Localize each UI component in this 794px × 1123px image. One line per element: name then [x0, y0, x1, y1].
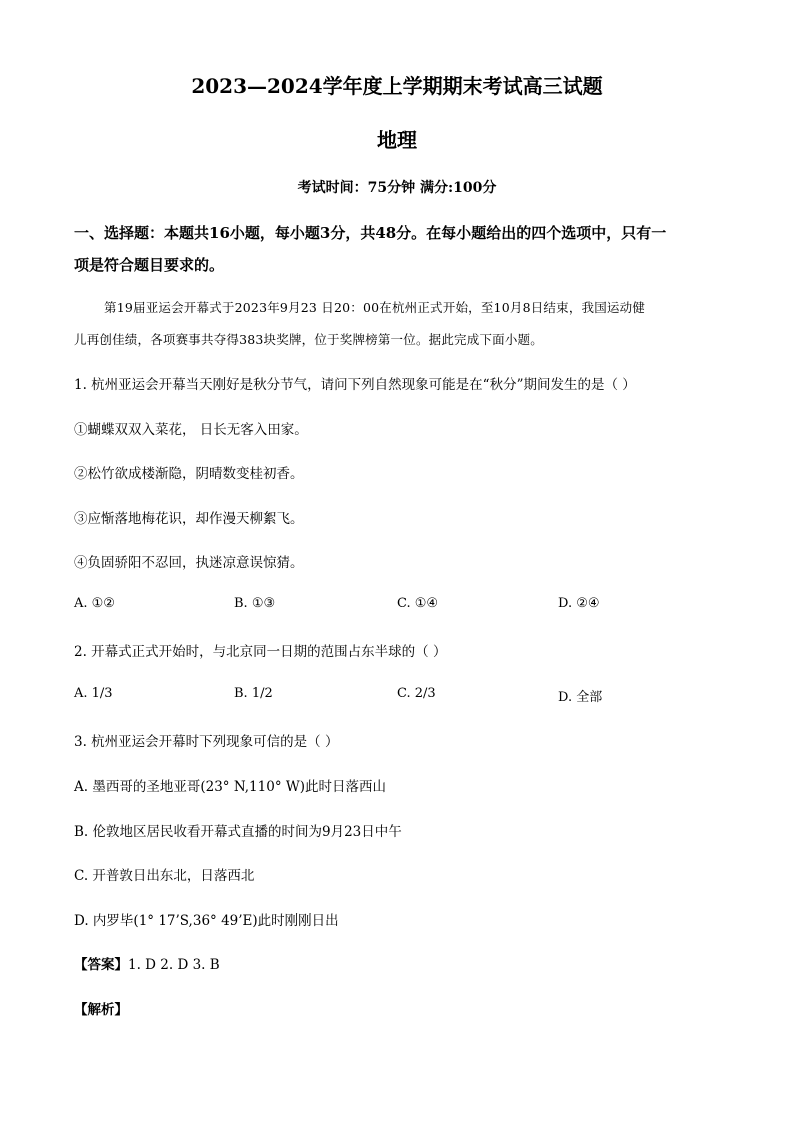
question-2-option-d: D. 全部 — [558, 690, 603, 705]
question-1-item: ④负固骄阳不忍回，执迷凉意误惊猜。 — [74, 555, 304, 571]
question-1-stem: 1. 杭州亚运会开幕当天刚好是秋分节气，请问下列自然现象可能是在“秋分”期间发生的是（ ） — [74, 377, 636, 393]
subject-title: 地理 — [377, 128, 417, 152]
passage-line1: 第19届亚运会开幕式于2023年9月23 日20：00在杭州正式开始，至10月8日结束，我国运动健 — [104, 300, 646, 315]
passage-line2: 儿再创佳绩，各项赛事共夺得383块奖牌，位于奖牌榜第一位。据此完成下面小题。 — [74, 332, 543, 347]
answer-line — [74, 953, 220, 973]
section-heading-line1: 一、选择题：本题共16小题，每小题3分，共48分。在每小题给出的四个选项中，只有一 — [74, 224, 667, 242]
question-3-option-d: D. 内罗毕(1° 17’S,36° 49’E)此时刚刚日出 — [74, 913, 339, 929]
analysis-tag: 【解析】 — [74, 1002, 128, 1018]
question-1-item: ②松竹欲成楼渐隐，阴晴数变桂初香。 — [74, 466, 304, 482]
answer-values: 1. D 2. D 3. B — [128, 957, 220, 973]
exam-info: 考试时间：75分钟 满分:100分 — [297, 180, 497, 196]
question-1-item: ③应惭落地梅花识，却作漫天柳絮飞。 — [74, 511, 304, 527]
question-3-option-a: A. 墨西哥的圣地亚哥(23° N,110° W)此时日落西山 — [74, 779, 387, 795]
question-2-option-a: A. 1/3 — [74, 686, 113, 701]
exam-title: 2023—2024学年度上学期期末考试高三试题 — [191, 74, 603, 98]
question-1-option-d: D. ②④ — [558, 596, 600, 611]
question-3-stem: 3. 杭州亚运会开幕时下列现象可信的是（ ） — [74, 734, 339, 750]
question-3-option-b: B. 伦敦地区居民收看开幕式直播的时间为9月23日中午 — [74, 824, 402, 840]
question-2-option-c: C. 2/3 — [397, 686, 436, 701]
section-heading-line2: 项是符合题目要求的。 — [74, 256, 225, 274]
question-1-option-c: C. ①④ — [397, 596, 439, 611]
question-1-option-b: B. ①③ — [234, 596, 276, 611]
question-1-option-a: A. ①② — [74, 596, 115, 611]
question-2-option-b: B. 1/2 — [234, 686, 273, 701]
question-1-item: ①蝴蝶双双入菜花， 日长无客入田家。 — [74, 422, 308, 438]
question-2-stem: 2. 开幕式正式开始时，与北京同一日期的范围占东半球的（ ） — [74, 644, 447, 660]
answer-tag: 【答案】 — [74, 957, 128, 973]
question-3-option-c: C. 开普敦日出东北，日落西北 — [74, 868, 255, 884]
